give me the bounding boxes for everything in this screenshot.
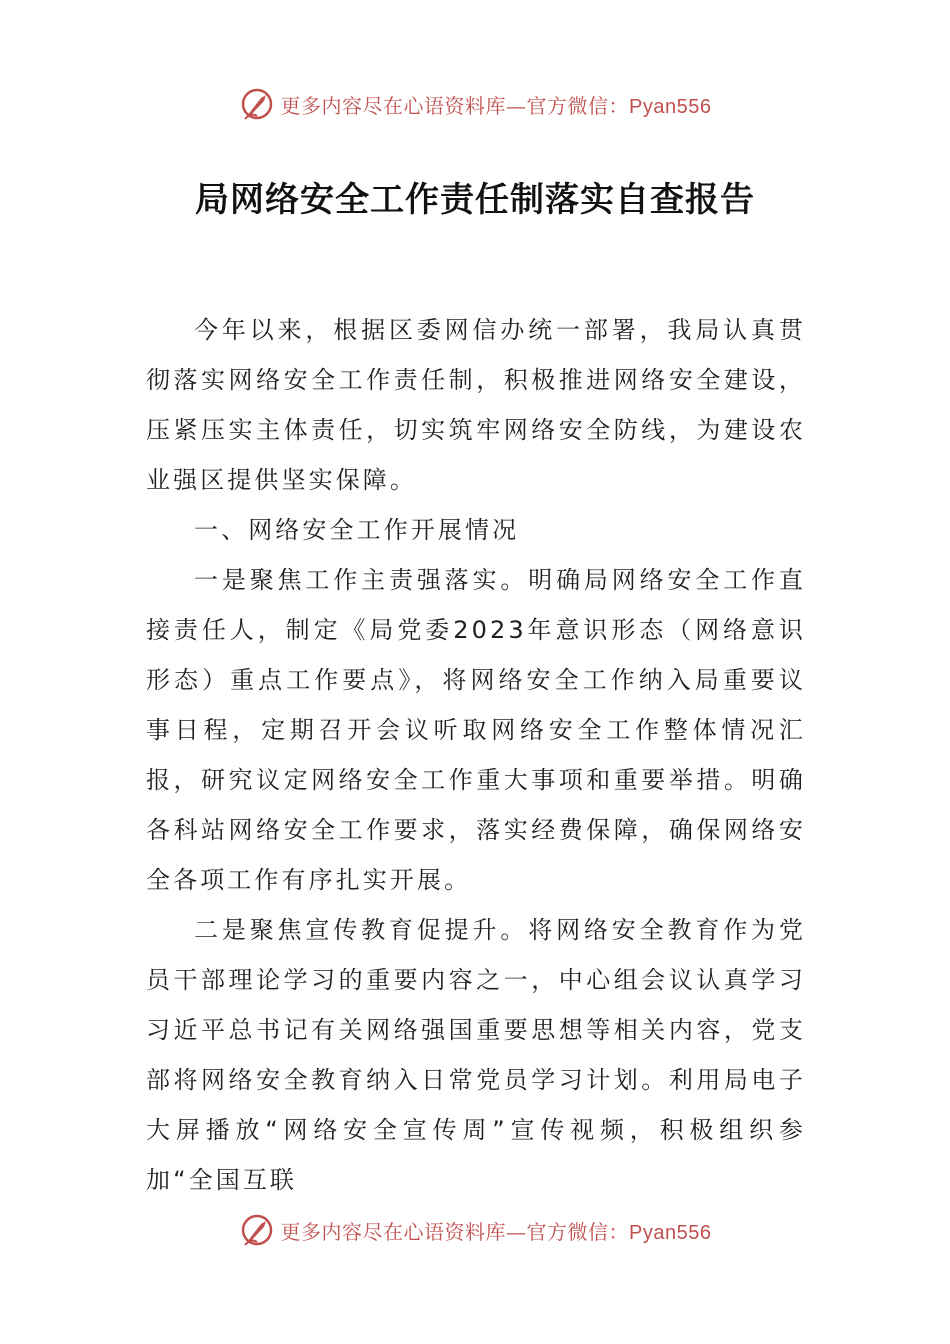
body-paragraph: 二是聚焦宣传教育促提升。将网络安全教育作为党员干部理论学习的重要内容之一，中心组会议认真学习习近平总书记有关网络强国重要思想等相关内容，党支部将网络安全教育纳入日常党员学习计划。利用局电子大屏播放“网络安全宣传周”宣传视频，积极组织参加“全国互联	[146, 916, 806, 1194]
pen-nib-logo-icon	[239, 86, 275, 122]
wechat-id: Pyan556	[629, 95, 712, 118]
document-title: 局网络安全工作责任制落实自查报告	[195, 180, 755, 220]
section-heading: 一、网络安全工作开展情况	[194, 516, 520, 544]
pen-nib-logo-icon	[239, 1212, 275, 1248]
body-paragraph: 一是聚焦工作主责强落实。明确局网络安全工作直接责任人，制定《局党委2023年意识形态（网络意识形态）重点工作要点》，将网络安全工作纳入局重要议事日程，定期召开会议听取网络安全工作整体情况汇报，研究议定网络安全工作重大事项和重要举措。明确各科站网络安全工作要求，落实经费保障，确保网络安全各项工作有序扎实开展。	[146, 566, 806, 894]
document-body	[146, 305, 806, 1205]
banner-text: 更多内容尽在心语资料库—官方微信：Pyan556	[280, 1219, 712, 1244]
wechat-id: Pyan556	[629, 1221, 712, 1244]
intro-paragraph: 今年以来，根据区委网信办统一部署，我局认真贯彻落实网络安全工作责任制，积极推进网络安全建设，压紧压实主体责任，切实筑牢网络安全防线，为建设农业强区提供坚实保障。	[146, 316, 806, 494]
banner-text: 更多内容尽在心语资料库—官方微信：Pyan556	[280, 93, 712, 118]
footer-banner	[0, 1210, 950, 1250]
header-banner	[0, 84, 950, 124]
